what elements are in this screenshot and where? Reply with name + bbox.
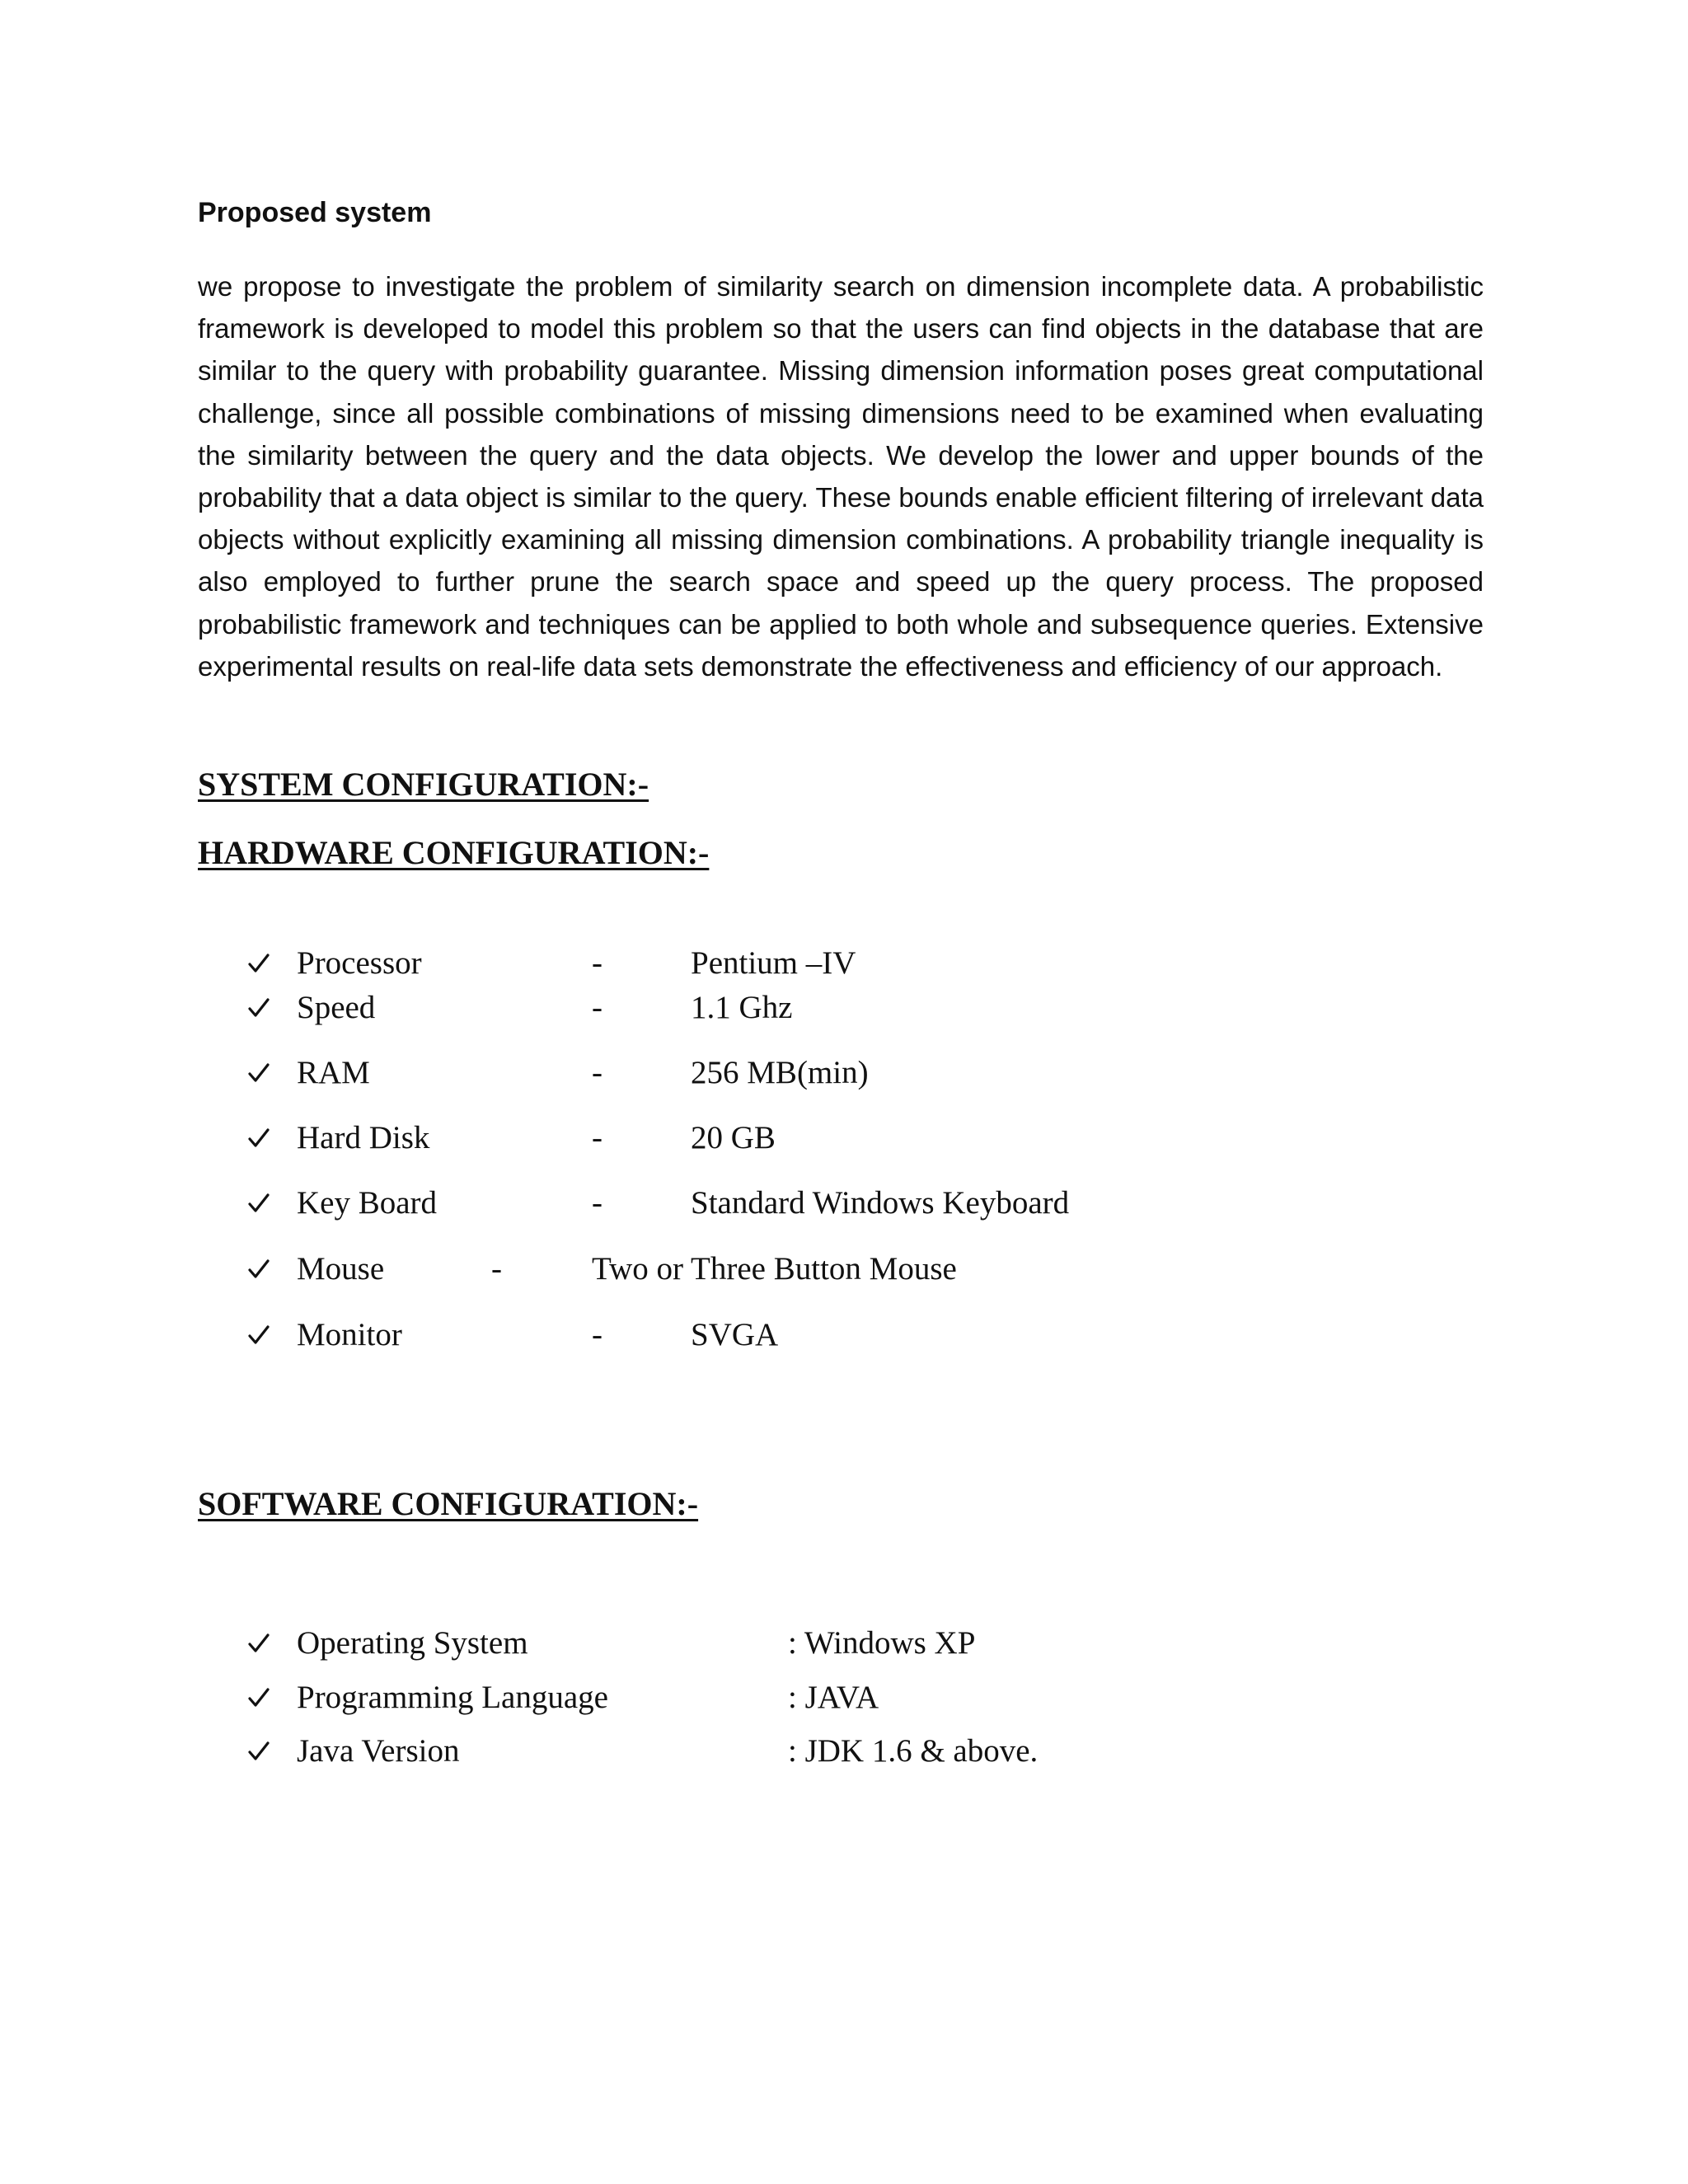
hardware-label: Monitor [297,1317,402,1352]
hardware-item-ram [0,1052,1688,1094]
checkmark-icon [247,1676,280,1719]
hardware-item-monitor [0,1314,1688,1357]
checkmark-icon [247,942,280,985]
checkmark-icon [247,987,280,1029]
software-value: : JAVA [788,1680,879,1715]
software-value: : JDK 1.6 & above. [788,1733,1039,1769]
system-configuration-heading: SYSTEM CONFIGURATION:- [198,766,649,803]
checkmark-icon [247,1730,280,1773]
hardware-label: Key Board [297,1185,438,1221]
hardware-item-mouse [0,1248,1688,1291]
hardware-item-speed [0,987,1688,1029]
hardware-label: Hard Disk [297,1120,430,1155]
body-paragraph: we propose to investigate the problem of similarity search on dimension incomplete data. A probabilistic framework is developed to model this problem so that the users can find objects in the database that are similar to the query with probability guarantee. Missing dimension information poses great computational challenge, since all possible combinations of missing dimensions need to be examined when evaluating the similarity between the query and the data objects. We develop the lower and upper bounds of the probability that a data object is similar to the query. These bounds enable efficient filtering of irrelevant data objects without explicitly examining all missing dimension combinations. A probability triangle inequality is also employed to further prune the search space and speed up the query process. The proposed probabilistic framework and techniques can be applied to both whole and subsequence queries. Extensive experimental results on real-life data sets demonstrate the effectiveness and efficiency of our approach. [198,271,1484,682]
separator: - [592,945,603,981]
checkmark-icon [247,1052,280,1094]
checkmark-icon [247,1314,280,1357]
software-item-java-version [0,1730,1688,1773]
hardware-value: Pentium –IV [691,945,856,981]
hardware-value: 256 MB(min) [691,1055,869,1090]
page-title: Proposed system [198,197,432,228]
separator: - [592,1185,603,1221]
hardware-value: 1.1 Ghz [691,990,793,1025]
checkmark-icon [247,1248,280,1291]
hardware-item-keyboard [0,1182,1688,1225]
checkmark-icon [247,1622,280,1665]
separator: - [592,1055,603,1090]
software-label: Java Version [297,1733,460,1769]
software-value: : Windows XP [788,1625,976,1661]
checkmark-icon [247,1182,280,1225]
hardware-value: 20 GB [691,1120,776,1155]
separator: - [592,1317,603,1352]
hardware-item-hard-disk [0,1117,1688,1160]
hardware-label: RAM [297,1055,370,1090]
hardware-label: Processor [297,945,422,981]
separator: - [491,1251,502,1286]
software-item-operating-system [0,1622,1688,1665]
software-item-programming-language [0,1676,1688,1719]
separator: - [592,1120,603,1155]
software-label: Operating System [297,1625,528,1661]
hardware-value: Standard Windows Keyboard [691,1185,1070,1221]
hardware-label: Mouse [297,1251,385,1286]
software-label: Programming Language [297,1680,608,1715]
hardware-value: Two or Three Button Mouse [592,1251,957,1286]
software-configuration-heading: SOFTWARE CONFIGURATION:- [198,1485,699,1522]
hardware-label: Speed [297,990,376,1025]
hardware-item-processor [0,942,1688,985]
hardware-configuration-heading: HARDWARE CONFIGURATION:- [198,834,710,871]
separator: - [592,990,603,1025]
checkmark-icon [247,1117,280,1160]
hardware-value: SVGA [691,1317,779,1352]
